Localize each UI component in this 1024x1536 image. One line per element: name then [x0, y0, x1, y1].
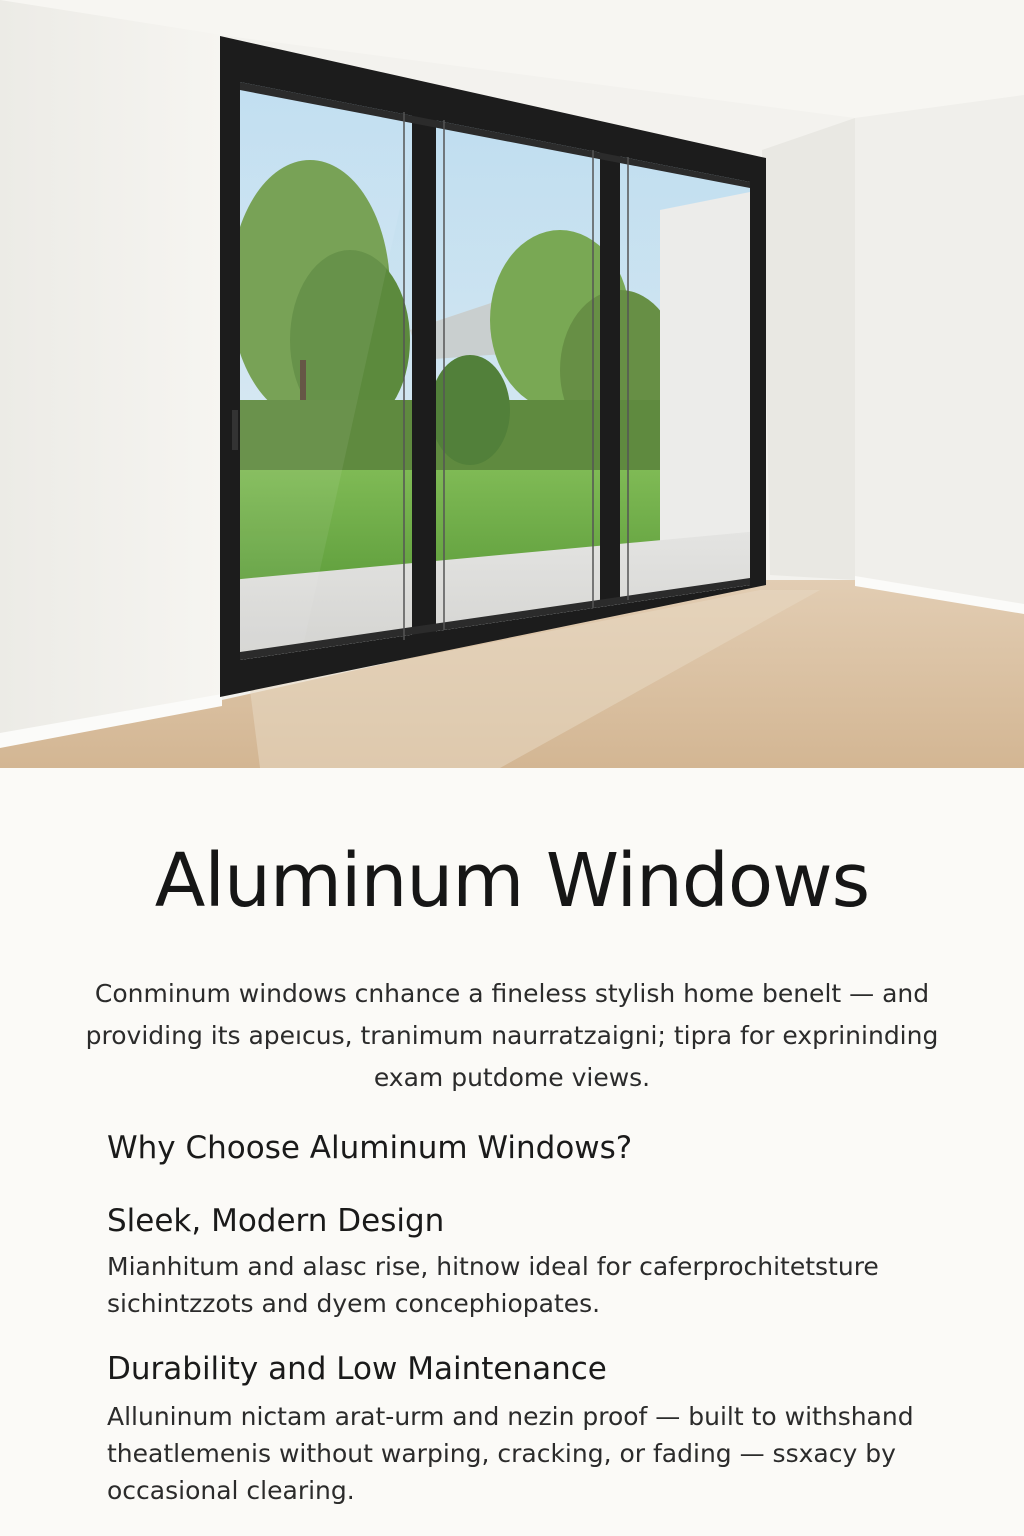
- feature-title-durability: Durability and Low Maintenance: [107, 1351, 607, 1387]
- window-mullion: [600, 150, 620, 606]
- feature-body-durability: Alluninum nictam arat-urm and nezin proof — built to withshand theatlemenis without warping, cracking, or fading — ssxacy by occasional clearing.: [107, 1402, 914, 1505]
- window-mullion: [412, 112, 436, 637]
- feature-body-design: Mianhitum and alasc rise, hitnow ideal for caferprochitetsture sichintzzots and dyem concephiopates.: [107, 1252, 879, 1318]
- why-heading: Why Choose Aluminum Windows?: [107, 1130, 633, 1166]
- intro-paragraph: Conminum windows cnhance a fineless stylish home benelt — and providing its apeıcus, tranimum naurratzaigni; tipra for exprininding exam putdome views.: [85, 979, 939, 1092]
- page-title: Aluminum Windows: [154, 838, 870, 924]
- article: [0, 768, 1024, 1536]
- window-handle: [232, 410, 238, 450]
- feature-title-design: Sleek, Modern Design: [107, 1203, 445, 1239]
